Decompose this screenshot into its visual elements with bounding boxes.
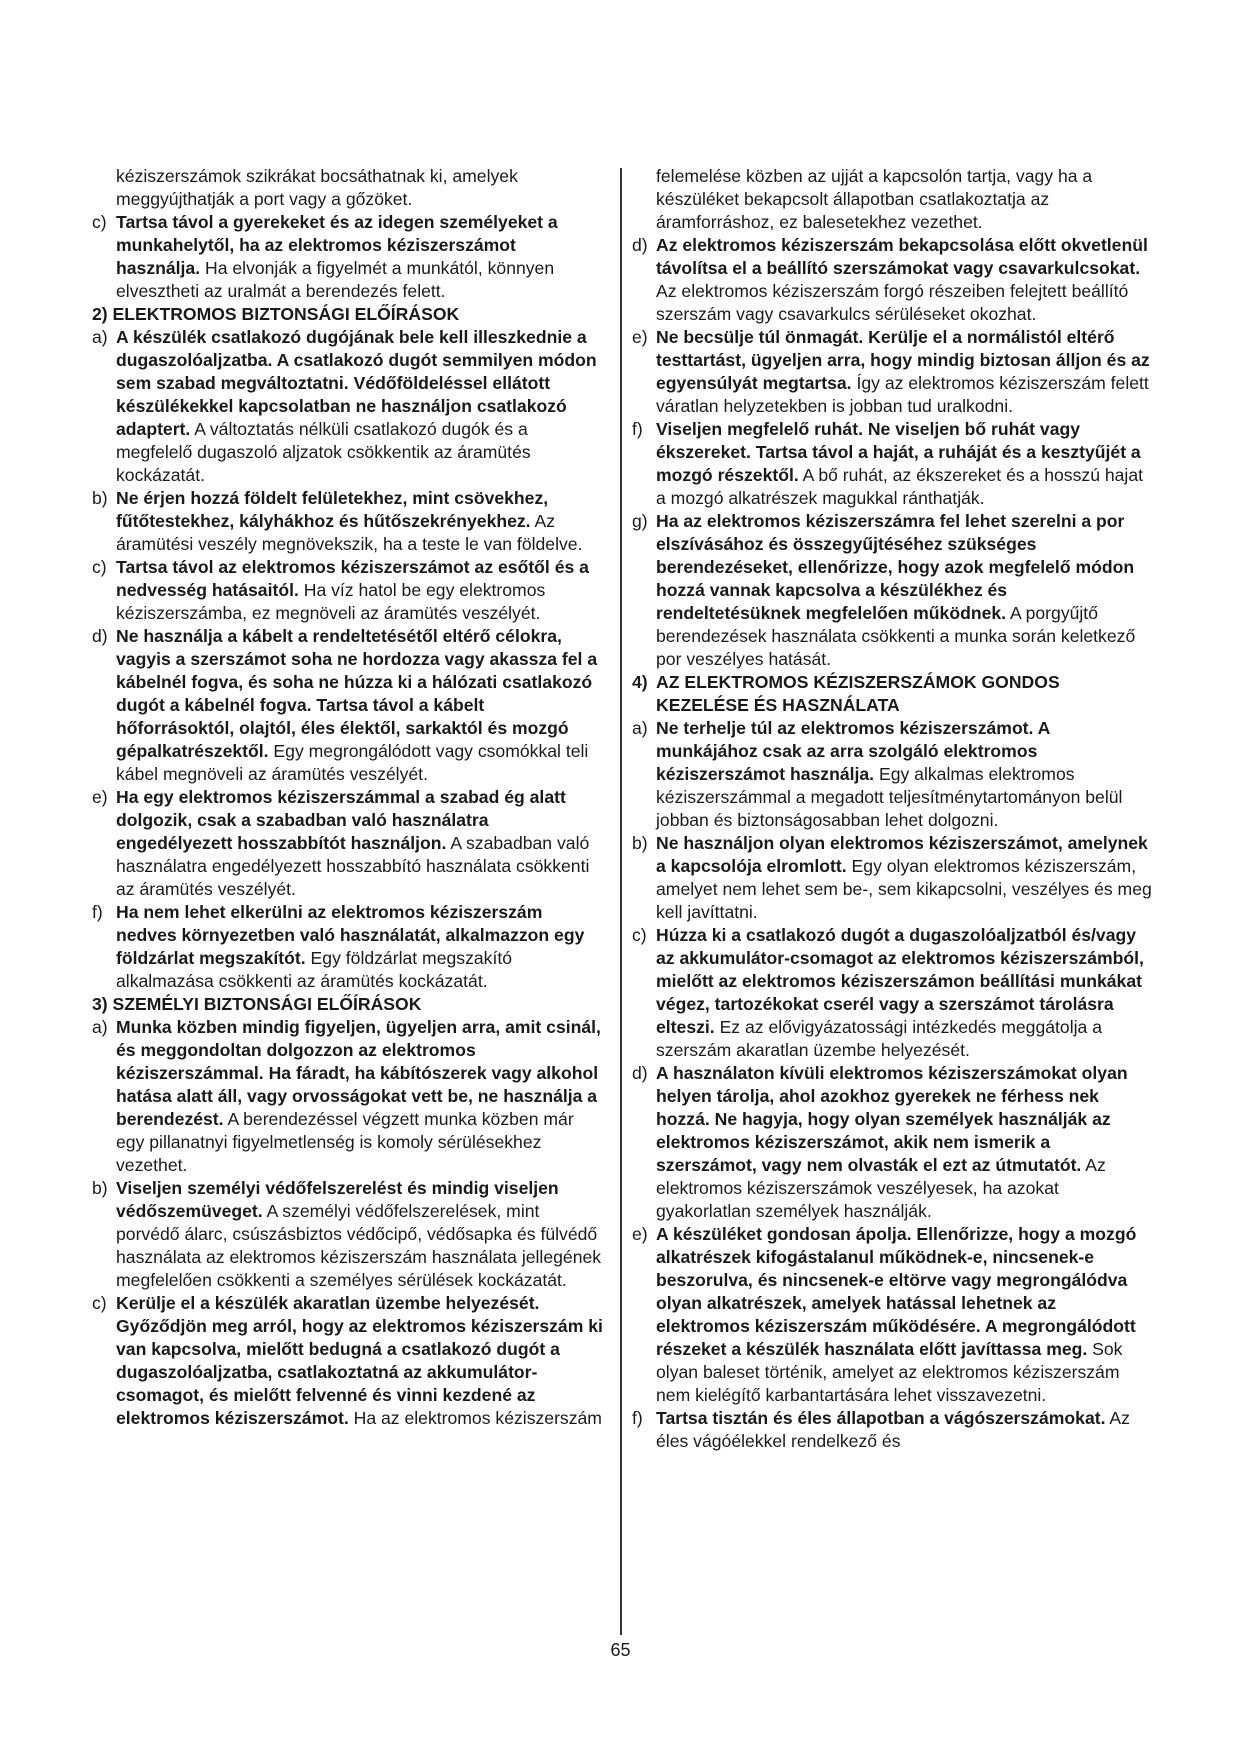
- rule-text: A szabadban való használatra engedélyezett hosszabbító használata csökkenti az áramütés veszélyét.: [116, 833, 590, 899]
- rule-item: [632, 418, 1152, 510]
- rule-text: A bő ruhát, az ékszereket és a hosszú hajat a mozgó alkatrészek magukkal ránthatják.: [656, 465, 1144, 508]
- rule-item: [92, 625, 604, 786]
- rule-bold: Tartsa tisztán és éles állapotban a vágószerszámokat.: [656, 1408, 1106, 1428]
- rule-bold: Tartsa távol a gyerekeket és az idegen személyeket a munkahelytől, ha az elektromos kéziszerszámot használja.: [116, 212, 558, 278]
- rule-bold: Kerülje el a készülék akaratlan üzembe helyezését. Győződjön meg arról, hogy az elektromos kéziszerszám ki van kapcsolva, mielőtt bedugná a csatlakozó dugót a dugaszolóaljzatba, csatlakoztatná az akkumulátor-csomagot, és mielőtt felvenné és vinni kezdené az elektromos kéziszerszámot.: [116, 1293, 603, 1428]
- rule-item: [92, 556, 604, 625]
- section-heading: [632, 671, 1152, 717]
- item-label: f): [632, 419, 643, 439]
- rule-item: [632, 234, 1152, 326]
- rule-bold: Húzza ki a csatlakozó dugót a dugaszolóaljzatból és/vagy az akkumulátor-csomagot az elektromos kéziszerszámból, mielőtt az elektromos kéziszerszámon beállítási munkákat végez, tartozékokat cserél vagy a szerszámot tárolásra elteszi.: [656, 925, 1144, 1037]
- item-label: b): [92, 488, 108, 508]
- item-label: e): [632, 327, 648, 347]
- rule-item: [632, 832, 1152, 924]
- rule-item: [92, 326, 604, 487]
- rule-item: [632, 1223, 1152, 1407]
- rule-bold: Ha nem lehet elkerülni az elektromos kéziszerszám nedves környezetben való használatát, alkalmazzon egy földzárlat megszakítót.: [116, 902, 585, 968]
- item-label: a): [92, 327, 108, 347]
- rule-bold: Ha az elektromos kéziszerszámra fel lehet szerelni a por elszívásához és összegyűjtéséhez szükséges berendezéseket, ellenőrizze, hogy azok megfelelő módon hozzá vannak kapcsolva a készülékhez és rendeltetésüknek megfelelően működnek.: [656, 511, 1135, 623]
- page-number: 65: [610, 1640, 631, 1660]
- rule-item: [632, 1407, 1152, 1453]
- item-label: a): [92, 1017, 108, 1037]
- left-column: [92, 165, 604, 1430]
- item-label: g): [632, 511, 648, 531]
- rule-bold: Ne becsülje túl önmagát. Kerülje el a normálistól eltérő testtartást, ügyeljen arra, hogy mindig biztosan álljon és az egyensúlyát megtartsa.: [656, 327, 1150, 393]
- rule-text: A berendezéssel végzett munka közben már egy pillanatnyi figyelmetlenség is komoly sérülésekhez vezethet.: [116, 1109, 574, 1175]
- rule-item: [632, 924, 1152, 1062]
- item-label: a): [632, 718, 648, 738]
- rule-item: [632, 1062, 1152, 1223]
- column-divider: [620, 168, 622, 1635]
- item-label: d): [92, 626, 108, 646]
- rule-bold: Ne terhelje túl az elektromos kéziszerszámot. A munkájához csak az arra szolgáló elektromos kéziszerszámot használja.: [656, 718, 1050, 784]
- item-label: c): [632, 925, 647, 945]
- rule-text: Egy alkalmas elektromos kéziszerszámmal a megadott teljesítménytartományon belül jobban és biztonságosabban lehet dolgozni.: [656, 764, 1123, 830]
- rule-text: A személyi védőfelszerelések, mint porvédő álarc, csúszásbiztos védőcipő, védősapka és fülvédő használata az elektromos kéziszerszám használata jellegének megfelelően csökkenti a személyes sérülések kockázatát.: [116, 1201, 602, 1290]
- continued-text: felemelése közben az ujját a kapcsolón tartja, vagy ha a készüléket bekapcsolt állapotban csatlakoztatja az áramforráshoz, ez balesetekhez vezethet.: [656, 166, 1093, 232]
- item-label: f): [632, 1408, 643, 1428]
- rule-text: A porgyűjtő berendezések használata csökkenti a munka során keletkező por veszélyes hatását.: [656, 603, 1136, 669]
- right-column: [632, 165, 1152, 1453]
- item-label: e): [92, 787, 108, 807]
- rule-bold: A készüléket gondosan ápolja. Ellenőrizze, hogy a mozgó alkatrészek kifogástalanul működnek-e, nincsenek-e beszorulva, és nincsenek-e eltörve vagy megrongálódva olyan alkatrészek, amelyek hatással lehetnek az elektromos kéziszerszám működésére. A megrongálódott részeket a készülék használata előtt javíttassa meg.: [656, 1224, 1137, 1359]
- item-label: f): [92, 902, 103, 922]
- rule-item: [92, 211, 604, 303]
- item-label: c): [92, 212, 107, 232]
- section-number: 4): [632, 672, 648, 692]
- section-title: AZ ELEKTROMOS KÉZISZERSZÁMOK GONDOS KEZELÉSE ÉS HASZNÁLATA: [656, 672, 1060, 715]
- item-label: c): [92, 1293, 107, 1313]
- rule-text: Egy megrongálódott vagy csomókkal teli kábel megnöveli az áramütés veszélyét.: [116, 741, 589, 784]
- item-label: d): [632, 235, 648, 255]
- rule-text: Az elektromos kéziszerszámok veszélyesek, ha azokat gyakorlatlan személyek használják.: [656, 1155, 1106, 1221]
- rule-item: [92, 487, 604, 556]
- rule-bold: A használaton kívüli elektromos kéziszerszámokat olyan helyen tárolja, ahol azokhoz gyerekek ne férhess nek hozzá. Ne hagyja, hogy olyan személyek használják az elektromos kéziszerszámot, akik nem ismerik a szerszámot, vagy nem olvasták el ezt az útmutatót.: [656, 1063, 1128, 1175]
- rule-bold: Ne használja a kábelt a rendeltetésétől eltérő célokra, vagyis a szerszámot soha ne hordozza vagy akassza fel a kábelnél fogva, és soha ne húzza ki a hálózati csatlakozó dugót a kábelnél fogva. Tartsa távol a kábelt hőforrásoktól, olajtól, éles élektől, sarkaktól és mozgó gépalkatrészektől.: [116, 626, 598, 761]
- rule-item: [92, 1016, 604, 1177]
- section-heading: 2) ELEKTROMOS BIZTONSÁGI ELŐÍRÁSOK: [92, 304, 460, 324]
- section-heading: 3) SZEMÉLYI BIZTONSÁGI ELŐÍRÁSOK: [92, 994, 422, 1014]
- rule-item: [92, 1292, 604, 1430]
- rule-bold: Ne használjon olyan elektromos kéziszerszámot, amelynek a kapcsolója elromlott.: [656, 833, 1148, 876]
- rule-bold: A készülék csatlakozó dugójának bele kell illeszkednie a dugaszolóaljzatba. A csatlakozó dugót semmilyen módon sem szabad megváltoztatni. Védőföldeléssel ellátott készülékekkel kapcsolatban ne használjon csatlakozó adaptert.: [116, 327, 597, 439]
- rule-text: Sok olyan baleset történik, amelyet az elektromos kéziszerszám nem kielégítő karbantartására lehet visszavezetni.: [656, 1339, 1123, 1405]
- rule-bold: Tartsa távol az elektromos kéziszerszámot az esőtől és a nedvesség hatásaitól.: [116, 557, 589, 600]
- continued-text: kéziszerszámok szikrákat bocsáthatnak ki, amelyek meggyújthatják a port vagy a gőzöket.: [116, 166, 518, 209]
- rule-text: Ez az elővigyázatossági intézkedés meggátolja a szerszám akaratlan üzembe helyezését.: [656, 1017, 1102, 1060]
- rule-bold: Viseljen megfelelő ruhát. Ne viseljen bő ruhát vagy ékszereket. Tartsa távol a haját, a ruháját és a kesztyűjét a mozgó részektől.: [656, 419, 1141, 485]
- rule-text: Így az elektromos kéziszerszám felett váratlan helyzetekben is jobban tud uralkodni.: [656, 373, 1149, 416]
- rule-bold: Az elektromos kéziszerszám bekapcsolása előtt okvetlenül távolítsa el a beállító szerszámokat vagy csavarkulcsokat.: [656, 235, 1148, 278]
- item-label: b): [92, 1178, 108, 1198]
- rule-bold: Ne érjen hozzá földelt felületekhez, mint csövekhez, fűtőtestekhez, kályhákhoz és hűtőszekrényekhez.: [116, 488, 549, 531]
- rule-item: [92, 901, 604, 993]
- rule-text: Az áramütési veszély megnövekszik, ha a teste le van földelve.: [116, 511, 583, 554]
- rule-item: [92, 1177, 604, 1292]
- rule-text: Ha elvonják a figyelmét a munkától, könnyen elvesztheti az uralmát a berendezés felett.: [116, 258, 555, 301]
- item-label: d): [632, 1063, 648, 1083]
- rule-item: [632, 717, 1152, 832]
- rule-item: [632, 326, 1152, 418]
- rule-text: Egy földzárlat megszakító alkalmazása csökkenti az áramütés kockázatát.: [116, 948, 513, 991]
- item-label: e): [632, 1224, 648, 1244]
- rule-text: Ha víz hatol be egy elektromos kéziszerszámba, ez megnöveli az áramütés veszélyét.: [116, 580, 546, 623]
- rule-bold: Viseljen személyi védőfelszerelést és mindig viseljen védőszemüveget.: [116, 1178, 559, 1221]
- rule-item: [92, 786, 604, 901]
- rule-item: [632, 510, 1152, 671]
- rule-text: Egy olyan elektromos kéziszerszám, amelyet nem lehet sem be-, sem kikapcsolni, veszélyes és meg kell javíttatni.: [656, 856, 1152, 922]
- rule-text: A változtatás nélküli csatlakozó dugók és a megfelelő dugaszoló aljzatok csökkentik az áramütés kockázatát.: [116, 419, 531, 485]
- rule-text: Az elektromos kéziszerszám forgó részeiben felejtett beállító szerszám vagy csavarkulcs sérüléseket okozhat.: [656, 281, 1129, 324]
- rule-bold: Munka közben mindig figyeljen, ügyeljen arra, amit csinál, és meggondoltan dolgozzon az elektromos kéziszerszámmal. Ha fáradt, ha kábítószerek vagy alkohol hatása alatt áll, vagy orvosságokat vett be, ne használja a berendezést.: [116, 1017, 601, 1129]
- rule-bold: Ha egy elektromos kéziszerszámmal a szabad ég alatt dolgozik, csak a szabadban való használatra engedélyezett hosszabbítót használjon.: [116, 787, 566, 853]
- rule-text: Az éles vágóélekkel rendelkező és: [656, 1408, 1130, 1451]
- item-label: b): [632, 833, 648, 853]
- item-label: c): [92, 557, 107, 577]
- rule-text: Ha az elektromos kéziszerszám: [348, 1408, 602, 1428]
